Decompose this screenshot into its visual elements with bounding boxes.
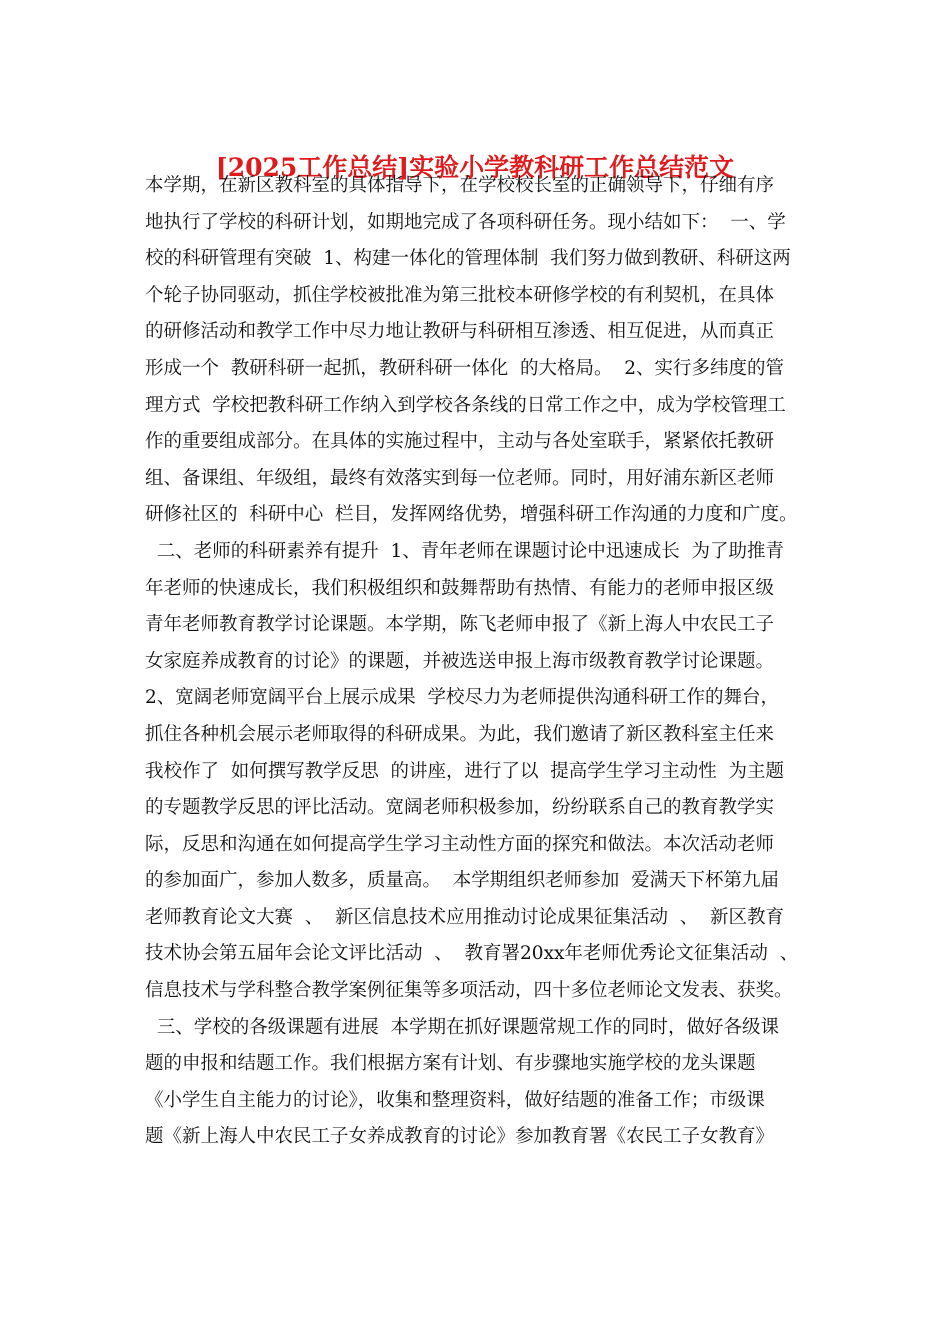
body-line: 的专题教学反思的评比活动。宽阔老师积极参加，纷纷联系自己的教育教学实 xyxy=(145,797,775,819)
body-line: 作的重要组成部分。在具体的实施过程中，主动与各处室联手，紧紧依托教研 xyxy=(145,431,775,453)
body-line: 的参加面广，参加人数多，质量高。 本学期组织老师参加 爱满天下杯第九届 xyxy=(145,870,780,892)
document-title: [2025工作总结]实验小学教科研工作总结范文 xyxy=(215,153,735,182)
body-line: 抓住各种机会展示老师取得的科研成果。为此，我们邀请了新区教科室主任来 xyxy=(145,723,775,745)
body-line: 研修社区的 科研中心 栏目，发挥网络优势，增强科研工作沟通的力度和广度。 xyxy=(145,504,798,526)
body-line: 2、宽阔老师宽阔平台上展示成果 学校尽力为老师提供沟通科研工作的舞台， xyxy=(145,687,780,709)
body-line: 理方式 学校把教科研工作纳入到学校各条线的日常工作之中，成为学校管理工 xyxy=(145,394,786,416)
body-line: 本学期，在新区教科室的具体指导下，在学校校长室的正确领导下，仔细有序 xyxy=(145,175,775,196)
body-line: 题的申报和结题工作。我们根据方案有计划、有步骤地实施学校的龙头课题 xyxy=(145,1053,756,1075)
body-line: 地执行了学校的科研计划，如期地完成了各项科研任务。现小结如下： 一、学 xyxy=(145,211,786,233)
body-line: 题《新上海人中农民工子女养成教育的讨论》参加教育署《农民工子女教育》 xyxy=(145,1126,775,1148)
body-line: 年老师的快速成长，我们积极组织和鼓舞帮助有热情、有能力的老师申报区级 xyxy=(145,577,775,599)
body-line: 我校作了 如何撰写教学反思 的讲座，进行了以 提高学生学习主动性 为主题 xyxy=(145,760,785,782)
body-line: 女家庭养成教育的讨论》的课题，并被选送申报上海市级教育教学讨论课题。 xyxy=(145,650,775,672)
body-line: 形成一个 教研科研一起抓，教研科研一体化 的大格局。 2、实行多纬度的管 xyxy=(145,357,785,379)
body-line: 《小学生自主能力的讨论》，收集和整理资料，做好结题的准备工作；市级课 xyxy=(145,1089,765,1111)
body-line: 校的科研管理有突破 1、构建一体化的管理体制 我们努力做到教研、科研这两 xyxy=(145,248,791,270)
body-line: 个轮子协同驱动，抓住学校被批准为第三批校本研修学校的有利契机，在具体 xyxy=(145,284,775,306)
body-line: 三、学校的各级课题有进展 本学期在抓好课题常规工作的同时，做好各级课 xyxy=(145,1016,780,1038)
document-body xyxy=(145,168,805,1156)
body-line: 技术协会第五届年会论文评比活动 、 教育署20xx年老师优秀论文征集活动 、 xyxy=(145,943,799,965)
body-line: 青年老师教育教学讨论课题。本学期，陈飞老师申报了《新上海人中农民工子 xyxy=(145,614,775,636)
body-line: 老师教育论文大赛 、 新区信息技术应用推动讨论成果征集活动 、 新区教育 xyxy=(145,906,785,928)
body-line: 信息技术与学科整合教学案例征集等多项活动，四十多位老师论文发表、获奖。 xyxy=(145,980,793,1002)
body-line: 组、备课组、年级组，最终有效落实到每一位老师。同时，用好浦东新区老师 xyxy=(145,467,775,489)
body-line: 的研修活动和教学工作中尽力地让教研与科研相互渗透、相互促进，从而真正 xyxy=(145,321,775,343)
body-line: 二、老师的科研素养有提升 1、青年老师在课题讨论中迅速成长 为了助推青 xyxy=(145,540,785,562)
body-line: 际，反思和沟通在如何提高学生学习主动性方面的探究和做法。本次活动老师 xyxy=(145,833,775,855)
